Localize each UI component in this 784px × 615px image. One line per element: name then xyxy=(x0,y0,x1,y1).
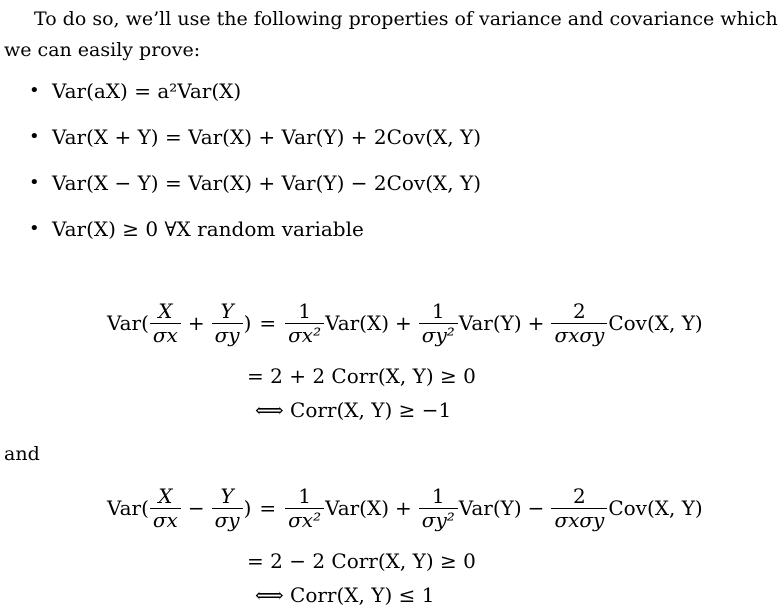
equation-line-3: ⟺ Corr(X, Y) ≥ −1 xyxy=(255,398,452,422)
operator: + xyxy=(187,311,205,335)
fraction: $\frac{Y}{\sigma y}$ xyxy=(212,486,243,531)
equation-line-1: Var( $\frac{X}{\sigma x}$ + $\frac{Y}{\sigma y}$ ) = $\frac{1}{\text{σx²}}$ Var(X) + $\frac{1}{\text{σy²}}$ Var(Y) + $\frac{2}{\text{σxσy}}$ Cov(X, Y) xyxy=(107,298,703,347)
var-label: Var( xyxy=(107,496,149,520)
property-item: • Var(aX) = a²Var(X) xyxy=(0,74,784,120)
intro-line-2: we can easily prove: xyxy=(4,39,201,61)
property-item: • Var(X) ≥ 0 ∀X random variable xyxy=(0,212,784,258)
fraction: $\frac{2}{\text{σxσy}}$ xyxy=(551,301,607,346)
fraction: $\frac{Y}{\sigma y}$ xyxy=(212,301,243,346)
fraction: $\frac{1}{\text{σy²}}$ xyxy=(419,301,458,346)
intro-line-1: To do so, we’ll use the following properties of variance and covariance which xyxy=(34,8,778,30)
fraction: $\frac{X}{\sigma x}$ xyxy=(150,486,181,531)
properties-list xyxy=(0,74,784,258)
fraction: $\frac{1}{\text{σx²}}$ xyxy=(285,486,324,531)
fraction: $\frac{1}{\text{σx²}}$ xyxy=(285,301,324,346)
fraction: $\frac{X}{\sigma x}$ xyxy=(150,301,181,346)
equals-sign: = xyxy=(259,311,277,335)
intro-paragraph xyxy=(4,4,780,66)
equation-line-3: ⟺ Corr(X, Y) ≤ 1 xyxy=(255,583,435,607)
fraction: $\frac{1}{\text{σy²}}$ xyxy=(419,486,458,531)
fraction: $\frac{2}{\text{σxσy}}$ xyxy=(551,486,607,531)
equation-line-1: Var( $\frac{X}{\sigma x}$ − $\frac{Y}{\sigma y}$ ) = $\frac{1}{\text{σx²}}$ Var(X) + $\frac{1}{\text{σy²}}$ Var(Y) − $\frac{2}{\text{σxσy}}$ Cov(X, Y) xyxy=(107,483,703,532)
operator: − xyxy=(187,496,205,520)
equation-line-2: = 2 + 2 Corr(X, Y) ≥ 0 xyxy=(247,364,476,388)
property-item: • Var(X − Y) = Var(X) + Var(Y) − 2Cov(X, Y) xyxy=(0,166,784,212)
property-item: • Var(X + Y) = Var(X) + Var(Y) + 2Cov(X, Y) xyxy=(0,120,784,166)
equation-line-2: = 2 − 2 Corr(X, Y) ≥ 0 xyxy=(247,549,476,573)
connector-text: and xyxy=(4,443,40,465)
var-label: Var( xyxy=(107,311,149,335)
equals-sign: = xyxy=(259,496,277,520)
